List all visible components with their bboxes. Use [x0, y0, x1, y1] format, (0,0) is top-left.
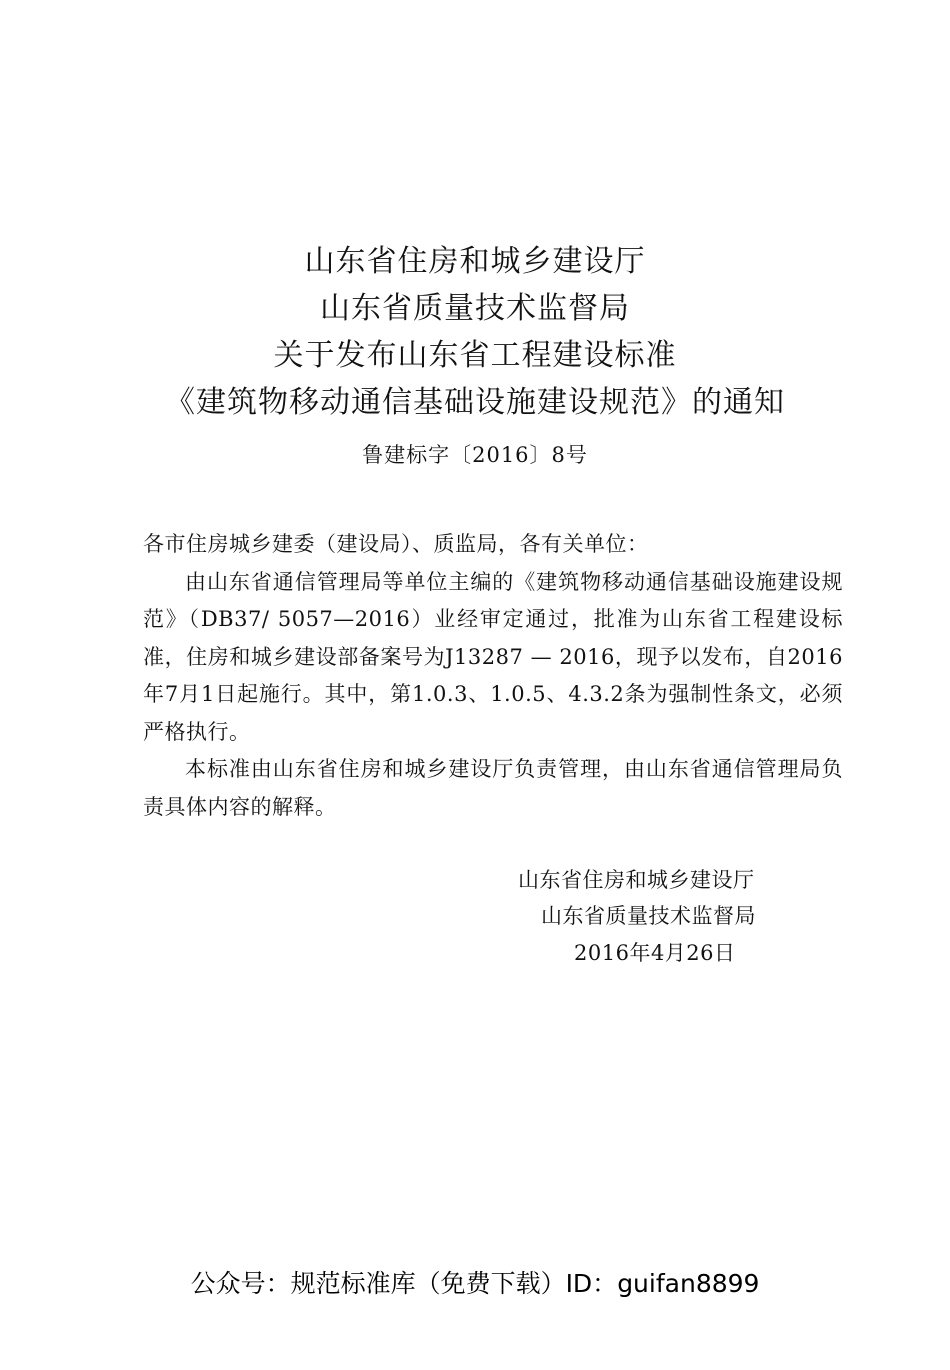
notice-body [143, 526, 843, 826]
body-paragraph-2: 本标准由山东省住房和城乡建设厅负责管理，由山东省通信管理局负责具体内容的解释。 [143, 757, 843, 819]
title-line-standard-name: 《建筑物移动通信基础设施建设规范》的通知 [165, 385, 785, 420]
title-line-subject: 关于发布山东省工程建设标准 [273, 338, 677, 373]
signature-date: 2016年4月26日 [574, 941, 736, 965]
title-line-issuer-1: 山东省住房和城乡建设厅 [304, 244, 646, 279]
title-line-issuer-2: 山东省质量技术监督局 [320, 291, 630, 326]
footer-watermark-note: 公众号：规范标准库（免费下载）ID：guifan8899 [190, 1269, 760, 1298]
notice-title [0, 238, 950, 426]
document-number: 鲁建标字〔2016〕8号 [362, 443, 588, 467]
body-paragraph-1: 由山东省通信管理局等单位主编的《建筑物移动通信基础设施建设规范》（DB37/ 5057—2016）业经审定通过，批准为山东省工程建设标准，住房和城乡建设部备案号为J13287 — 2016，现予以发布，自2016年7月1日起施行。其中，第1.0.3、1.0.5、4.3.2条为强制性条文，必须严格执行。 [143, 569, 843, 744]
signatory-housing-department: 山东省住房和城乡建设厅 [518, 868, 755, 892]
salutation: 各市住房城乡建委（建设局）、质监局，各有关单位： [143, 532, 649, 556]
signatory-quality-bureau: 山东省质量技术监督局 [541, 904, 756, 928]
